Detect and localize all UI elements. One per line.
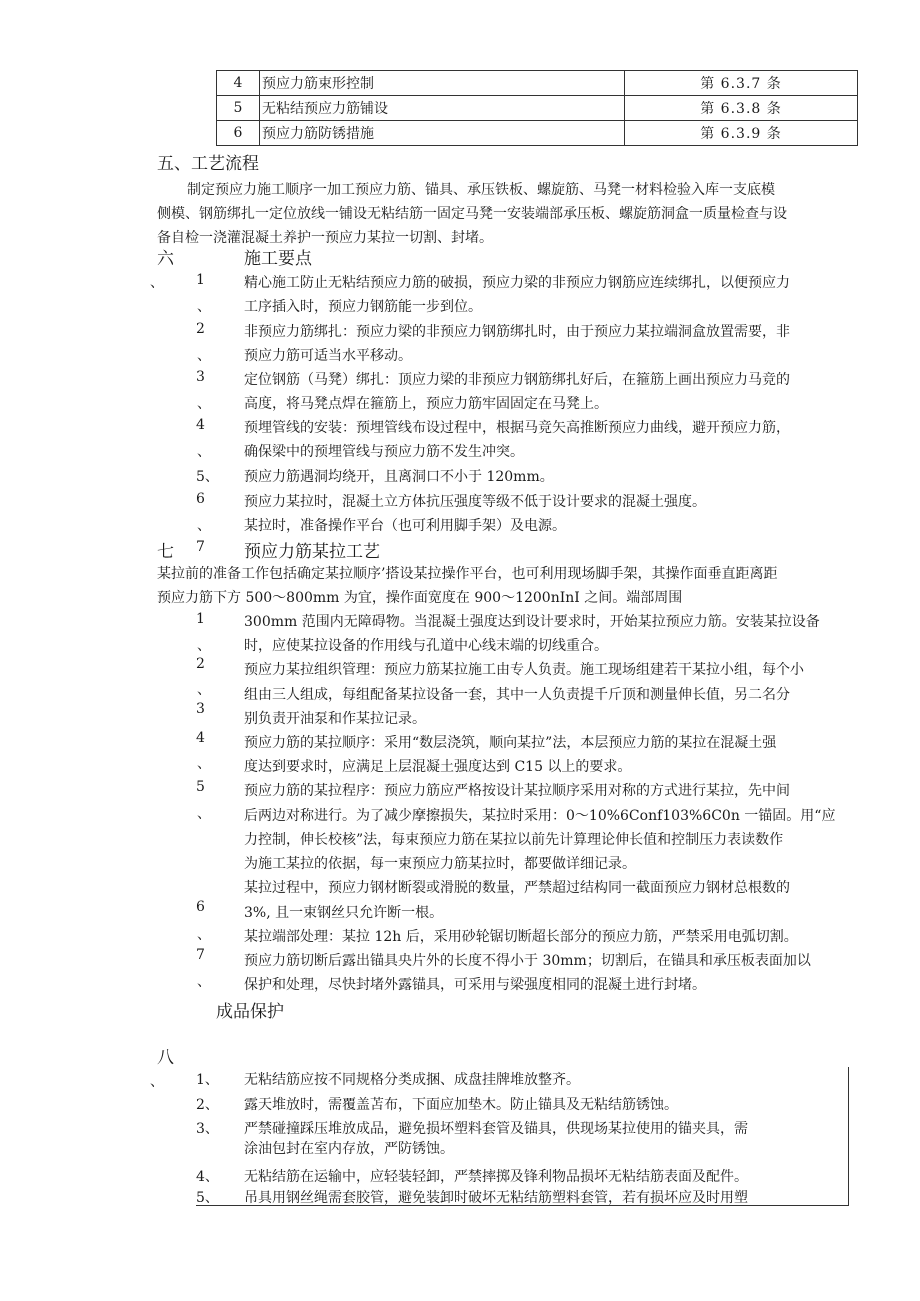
item-line: 无粘结筋应按不同规格分类成捆、成盘挂牌堆放整齐。 <box>244 1072 580 1088</box>
item-mark: 、 <box>197 927 211 943</box>
item-line: 预应力筋的某拉顺序：采用“数层浇筑，顺向某拉”法，本层预应力筋的某拉在混凝土强 <box>244 735 777 751</box>
item-number: 7 <box>196 947 205 963</box>
row-item: 预应力筋束形控制 <box>260 71 625 96</box>
item-line: 预应力筋可适当水平移动。 <box>244 348 412 364</box>
section-7-subnumber: 7 <box>196 539 205 555</box>
item-line: 保护和处理，尽快封堵外露锚具，可采用与梁强度相同的混凝土进行封堵。 <box>244 977 706 993</box>
item-mark: 、 <box>197 518 211 534</box>
item-mark: 、 <box>197 396 211 412</box>
item-mark: 、 <box>197 348 211 364</box>
item-number: 4 <box>196 417 205 433</box>
table-row <box>217 71 858 96</box>
section-6-mark: 、 <box>150 275 164 291</box>
table-row <box>217 121 858 146</box>
item-line: 高度，将马凳点焊在箍筋上，预应力筋牢固固定在马凳上。 <box>244 396 608 412</box>
item-line: 预应力某拉时，混凝土立方体抗压强度等级不低于设计要求的混凝土强度。 <box>244 494 706 510</box>
section-7-title: 预应力筋某拉工艺 <box>244 542 380 562</box>
frame-right-border <box>848 1067 849 1205</box>
item-line: 确保梁中的预埋管线与预应力筋不发生冲突。 <box>244 444 524 460</box>
item-line: 度达到要求时，应满足上层混凝土强度达到 C15 以上的要求。 <box>244 759 632 775</box>
item-line: 工序插入时，预应力钢筋能一步到位。 <box>244 299 482 315</box>
item-line: 某拉端部处理：某拉 12h 后，采用砂轮锯切断超长部分的预应力筋，严禁采用电弧切割。 <box>244 929 798 945</box>
item-mark: 、 <box>197 682 211 698</box>
item-line: 定位钢筋（马凳）绑扎：顶应力梁的非预应力钢筋绑扎好后，在箍筋上画出预应力马竞的 <box>244 372 790 388</box>
item-number: 4、 <box>196 1169 219 1185</box>
item-line: 预应力筋的某拉程序：预应力筋应严格按设计某拉顺序采用对称的方式进行某拉，先中间 <box>244 783 790 799</box>
row-item: 预应力筋防锈措施 <box>260 121 625 146</box>
section-7-intro: 某拉前的准备工作包括确定某拉顺序’搭设某拉操作平台，也可利用现场脚手架，其操作面垂直距离距 <box>157 566 778 582</box>
section-5-line: 备自检一浇灌混凝土养护一预应力某拉一切割、封堵。 <box>157 230 493 246</box>
item-line: 预应力筋遇洞均绕开，且离洞口不小于 120mm。 <box>244 469 554 485</box>
item-number: 2 <box>196 656 205 672</box>
section-6-title: 施工要点 <box>244 249 312 269</box>
item-line: 无粘结筋在运输中，应轻装轻卸，严禁摔掷及锋利物品损坏无粘结筋表面及配件。 <box>244 1169 748 1185</box>
item-line: 某拉过程中，预应力钢材断裂或滑脱的数量，严禁超过结构同一截面预应力钢材总根数的 <box>244 880 790 896</box>
item-line: 吊具用钢丝绳需套胶管，避免装卸时破坏无粘结筋塑料套管，若有损坏应及时用塑 <box>244 1190 748 1206</box>
row-number: 6 <box>217 121 260 146</box>
item-number: 1 <box>196 611 205 627</box>
item-line: 为施工某拉的依据，每一束预应力筋某拉时，都要做详细记录。 <box>244 856 636 872</box>
item-mark: 、 <box>197 756 211 772</box>
item-number: 2、 <box>196 1097 219 1113</box>
item-number: 5 <box>196 779 205 795</box>
item-mark: 、 <box>197 444 211 460</box>
item-number: 1 <box>196 272 205 288</box>
item-mark: 、 <box>197 299 211 315</box>
section-7-intro: 预应力筋下方 500～800mm 为宜，操作面宽度在 900～1200nInI 之间。端部周围 <box>157 590 683 606</box>
item-number: 3、 <box>196 1121 219 1137</box>
item-line: 预埋管线的安装：预埋管线布设过程中，根据马竞矢高推断预应力曲线，避开预应力筋， <box>244 420 790 436</box>
section-5-line: 侧模、钢筋绑扎一定位放线一铺设无粘结筋一固定马凳一安装端部承压板、螺旋筋洞盒一质量检查与设 <box>157 206 787 222</box>
item-line: 精心施工防止无粘结预应力筋的破损，预应力梁的非预应力钢筋应连续绑扎，以便预应力 <box>244 275 790 291</box>
item-line: 组由三人组成，每组配备某拉设备一套，其中一人负责提千斤顶和测量伸长值，另二名分 <box>244 687 790 703</box>
item-line: 露天堆放时，需覆盖苫布，下面应加垫木。防止锚具及无粘结筋锈蚀。 <box>244 1097 678 1113</box>
item-line: 时，应使某拉设备的作用线与孔道中心线末端的切线重合。 <box>244 638 608 654</box>
table-row <box>217 96 858 121</box>
section-8-title: 成品保护 <box>216 1002 284 1022</box>
item-number: 1、 <box>196 1072 219 1088</box>
item-line: 3%, 且一束钢丝只允许断一根。 <box>244 905 444 921</box>
item-line: 预应力筋切断后露出锚具央片外的长度不得小于 30mm；切割后，在锚具和承压板表面加以 <box>244 953 811 969</box>
item-number: 5、 <box>196 469 219 485</box>
item-line: 严禁碰撞踩压堆放成品，避免损坏塑料套管及锚具，供现场某拉使用的锚夹具，需 <box>244 1121 748 1137</box>
row-item: 无粘结预应力筋铺设 <box>260 96 625 121</box>
row-reference: 第 6.3.7 条 <box>625 71 858 96</box>
section-5-line: 制定预应力施工顺序一加工预应力筋、锚具、承压铁板、螺旋筋、马凳一材料检验入库一支底模 <box>187 182 775 198</box>
item-number: 6 <box>196 491 205 507</box>
row-reference: 第 6.3.9 条 <box>625 121 858 146</box>
row-number: 5 <box>217 96 260 121</box>
item-mark: 、 <box>197 974 211 990</box>
row-reference: 第 6.3.8 条 <box>625 96 858 121</box>
section-7-number: 七 <box>157 542 174 562</box>
item-line: 非预应力筋绑扎：预应力梁的非预应力钢筋绑扎时，由于预应力某拉端洞盒放置需要，非 <box>244 324 790 340</box>
item-mark: 、 <box>197 806 211 822</box>
item-line: 某拉时，准备操作平台（也可利用脚手架）及电源。 <box>244 518 566 534</box>
item-number: 5、 <box>196 1190 219 1206</box>
item-number: 4 <box>196 730 205 746</box>
section-8-number: 八 <box>157 1048 174 1068</box>
spec-table <box>216 70 858 146</box>
item-number: 2 <box>196 321 205 337</box>
item-line: 别负责开油泵和作某拉记录。 <box>244 711 426 727</box>
item-line: 力控制，伸长校核”法，每束预应力筋在某拉以前先计算理论伸长值和控制压力表读数作 <box>244 832 784 848</box>
item-number: 6 <box>196 899 205 915</box>
item-line: 涂油包封在室内存放，严防锈蚀。 <box>244 1141 454 1157</box>
item-mark: 、 <box>197 638 211 654</box>
item-line: 后两边对称进行。为了减少摩擦损失，某拉时采用：0～10%6Conf103%6C0n 一锚固。用“应 <box>244 808 836 824</box>
item-number: 3 <box>196 701 205 717</box>
section-5-heading: 五、工艺流程 <box>157 154 259 174</box>
item-line: 300mm 范围内无障碍物。当混凝土强度达到设计要求时，开始某拉预应力筋。安装某拉设备 <box>244 614 820 630</box>
row-number: 4 <box>217 71 260 96</box>
item-number: 3 <box>196 369 205 385</box>
section-6-number: 六 <box>157 249 174 269</box>
item-line: 预应力某拉组织管理：预应力筋某拉施工由专人负责。施工现场组建若干某拉小组，每个小 <box>244 662 804 678</box>
section-8-mark: 、 <box>150 1074 164 1090</box>
